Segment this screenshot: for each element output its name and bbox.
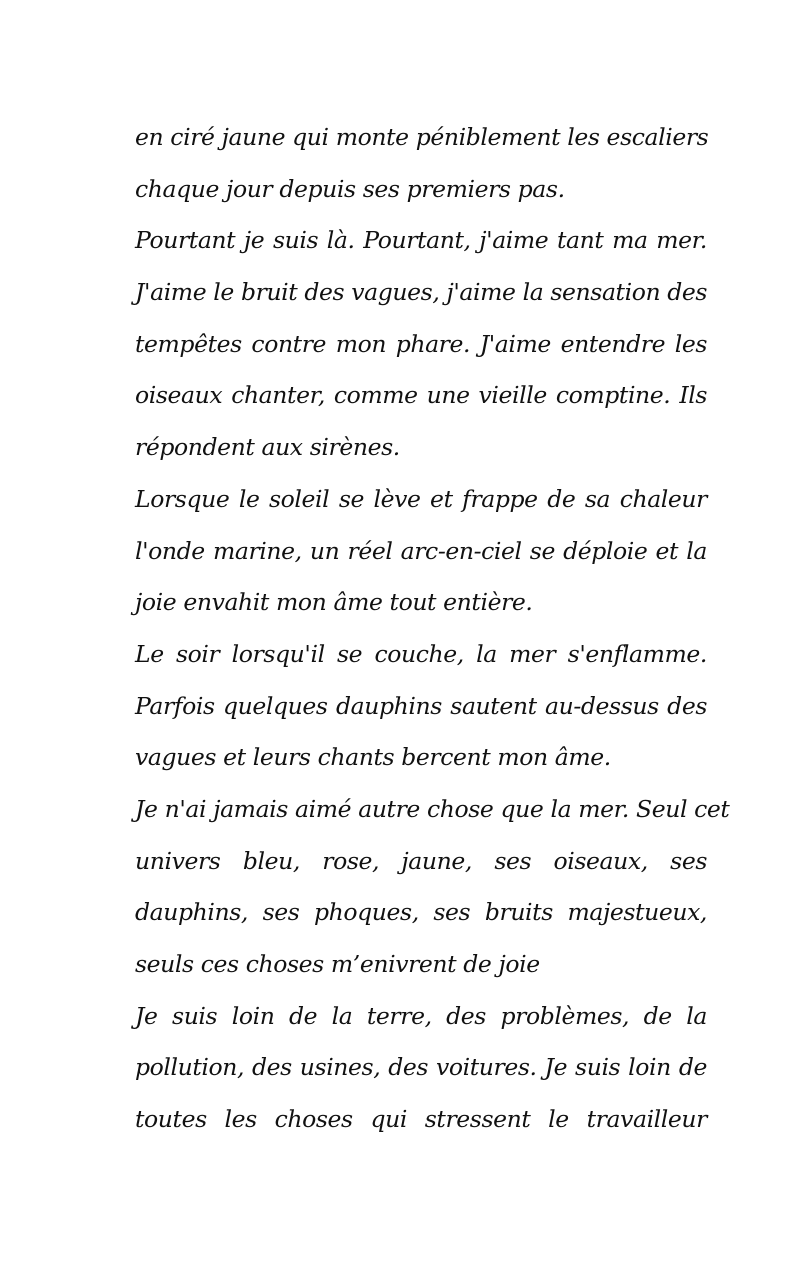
paragraph-4 <box>135 629 707 784</box>
text-line: pollution, des usines, des voitures. Je suis loin de <box>135 1053 707 1082</box>
text-line: Pourtant je suis là. Pourtant, j'aime tant ma mer. <box>135 226 707 255</box>
paragraph-3 <box>135 474 707 629</box>
text-line: tempêtes contre mon phare. J'aime entendre les <box>135 329 707 358</box>
text-line: vagues et leurs chants bercent mon âme. <box>135 743 611 772</box>
text-line: dauphins, ses phoques, ses bruits majestueux, <box>135 898 707 927</box>
text-line: l'onde marine, un réel arc-en-ciel se déploie et la <box>135 536 707 565</box>
paragraph-1 <box>135 112 707 215</box>
text-line: chaque jour depuis ses premiers pas. <box>135 174 565 203</box>
text-line: toutes les choses qui stressent le travailleur <box>135 1105 707 1134</box>
text-line: seuls ces choses m’enivrent de joie <box>135 950 540 978</box>
document-page <box>135 112 730 1146</box>
text-line: J'aime le bruit des vagues, j'aime la sensation des <box>135 278 708 307</box>
text-line: Je n'ai jamais aimé autre chose que la mer. Seul cet <box>135 794 730 823</box>
text-line: joie envahit mon âme tout entière. <box>135 588 533 617</box>
text-line: oiseaux chanter, comme une vieille comptine. Ils <box>135 381 707 410</box>
text-line: univers bleu, rose, jaune, ses oiseaux, ses <box>135 846 707 875</box>
text-line: répondent aux sirènes. <box>135 433 400 462</box>
text-line: en ciré jaune qui monte péniblement les escaliers <box>135 123 709 151</box>
paragraph-2 <box>135 215 707 473</box>
text-line: Le soir lorsqu'il se couche, la mer s'enflamme. <box>135 639 707 668</box>
paragraph-5 <box>135 784 730 991</box>
text-line: Je suis loin de la terre, des problèmes, de la <box>135 1001 707 1030</box>
text-line: Lorsque le soleil se lève et frappe de sa chaleur <box>135 484 707 513</box>
text-line: Parfois quelques dauphins sautent au-dessus des <box>135 691 707 720</box>
paragraph-6 <box>135 991 707 1146</box>
